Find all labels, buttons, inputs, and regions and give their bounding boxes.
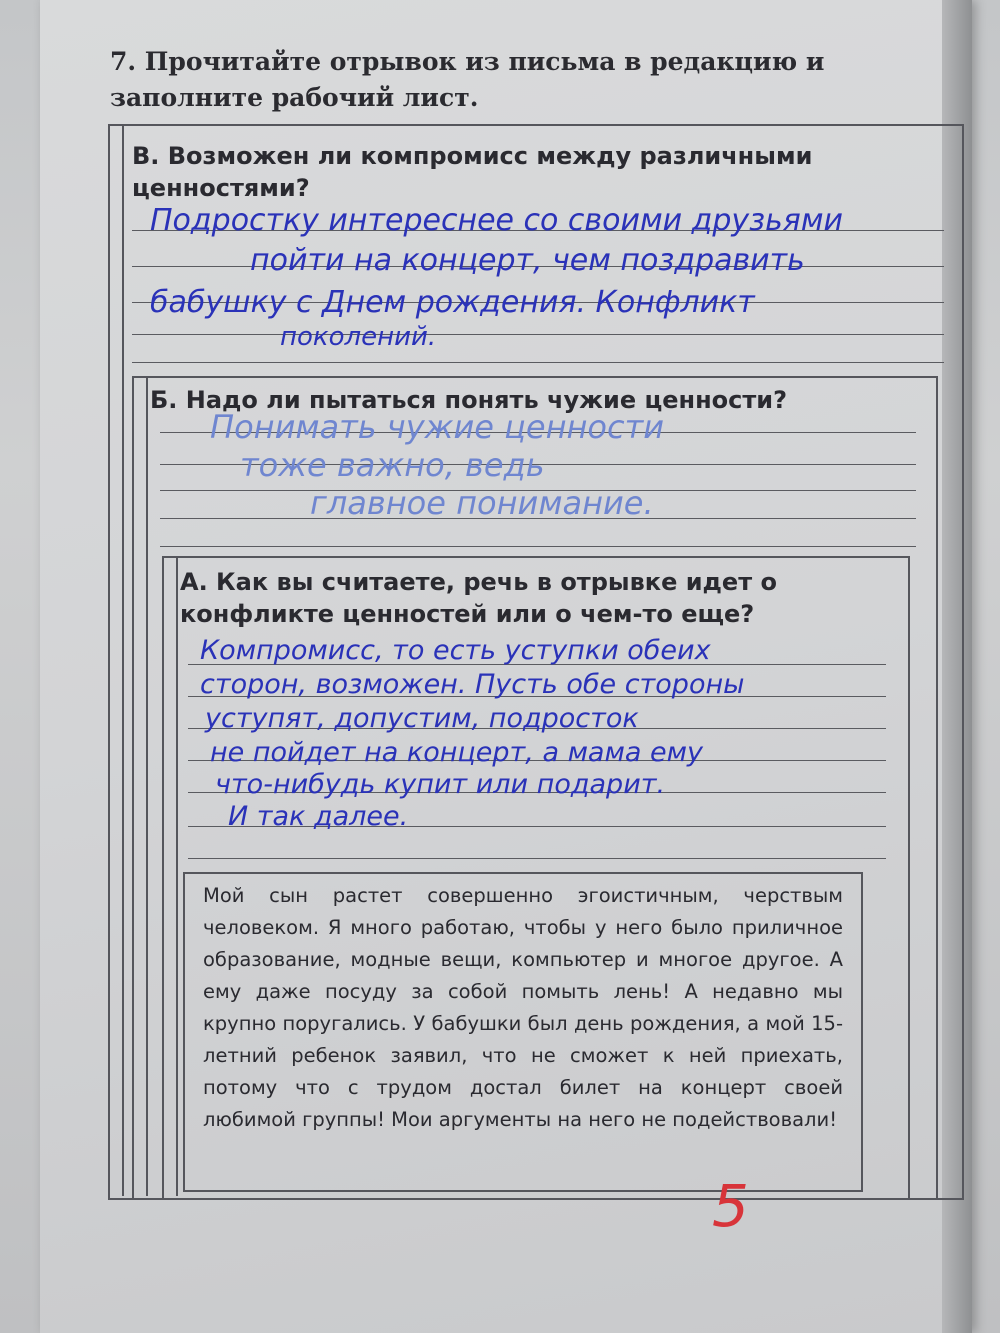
handwritten-answer-line: главное понимание.	[310, 484, 654, 522]
handwritten-answer-line: что-нибудь купит или подарит.	[215, 769, 666, 800]
handwritten-answer-line: сторон, возможен. Пусть обе стороны	[200, 669, 745, 700]
handwritten-answer-line: уступят, допустим, подросток	[205, 703, 639, 734]
handwritten-answer-line: Понимать чужие ценности	[210, 408, 665, 446]
answer-rule	[188, 858, 886, 859]
answer-rule	[132, 362, 944, 363]
handwritten-answer-line: бабушку с Днем рождения. Конфликт	[150, 285, 755, 320]
task-title: 7. Прочитайте отрывок из письма в редакцию и заполните рабочий лист.	[110, 47, 825, 112]
handwritten-answer-line: Компромисс, то есть уступки обеих	[200, 635, 711, 666]
handwritten-answer-line: пойти на концерт, чем поздравить	[250, 243, 805, 278]
handwritten-answer-line: Подростку интереснее со своими друзьями	[150, 203, 843, 238]
question-v: В. Возможен ли компромисс между различными ценностями?	[132, 142, 813, 202]
letter-excerpt-box	[183, 872, 863, 1192]
handwritten-answer-line: не пойдет на концерт, а мама ему	[210, 737, 703, 768]
question-a: А. Как вы считаете, речь в отрывке идет о конфликте ценностей или о чем-то еще?	[180, 568, 777, 628]
question-b: Б. Надо ли пытаться понять чужие ценности?	[150, 386, 788, 414]
teacher-grade: 5	[712, 1172, 749, 1240]
letter-excerpt-text: Мой сын растет совершенно эгоистичным, черствым человеком. Я много работаю, чтобы у него было приличное образование, модные вещи, компьютер и многое другое. А ему даже посуду за собой помыть лень! А недавно мы крупно поругались. У бабушки был день рождения, а мой 15-летний ребенок заявил, что не сможет к ней приехать, потому что с трудом достал билет на концерт своей любимой группы! Мои аргументы на него не подействовали!	[203, 884, 843, 1131]
handwritten-answer-line: И так далее.	[228, 801, 409, 832]
answer-rule	[132, 334, 944, 335]
answer-rule	[160, 546, 916, 547]
handwritten-answer-line: тоже важно, ведь	[240, 446, 545, 484]
handwritten-answer-line: поколений.	[280, 322, 437, 352]
